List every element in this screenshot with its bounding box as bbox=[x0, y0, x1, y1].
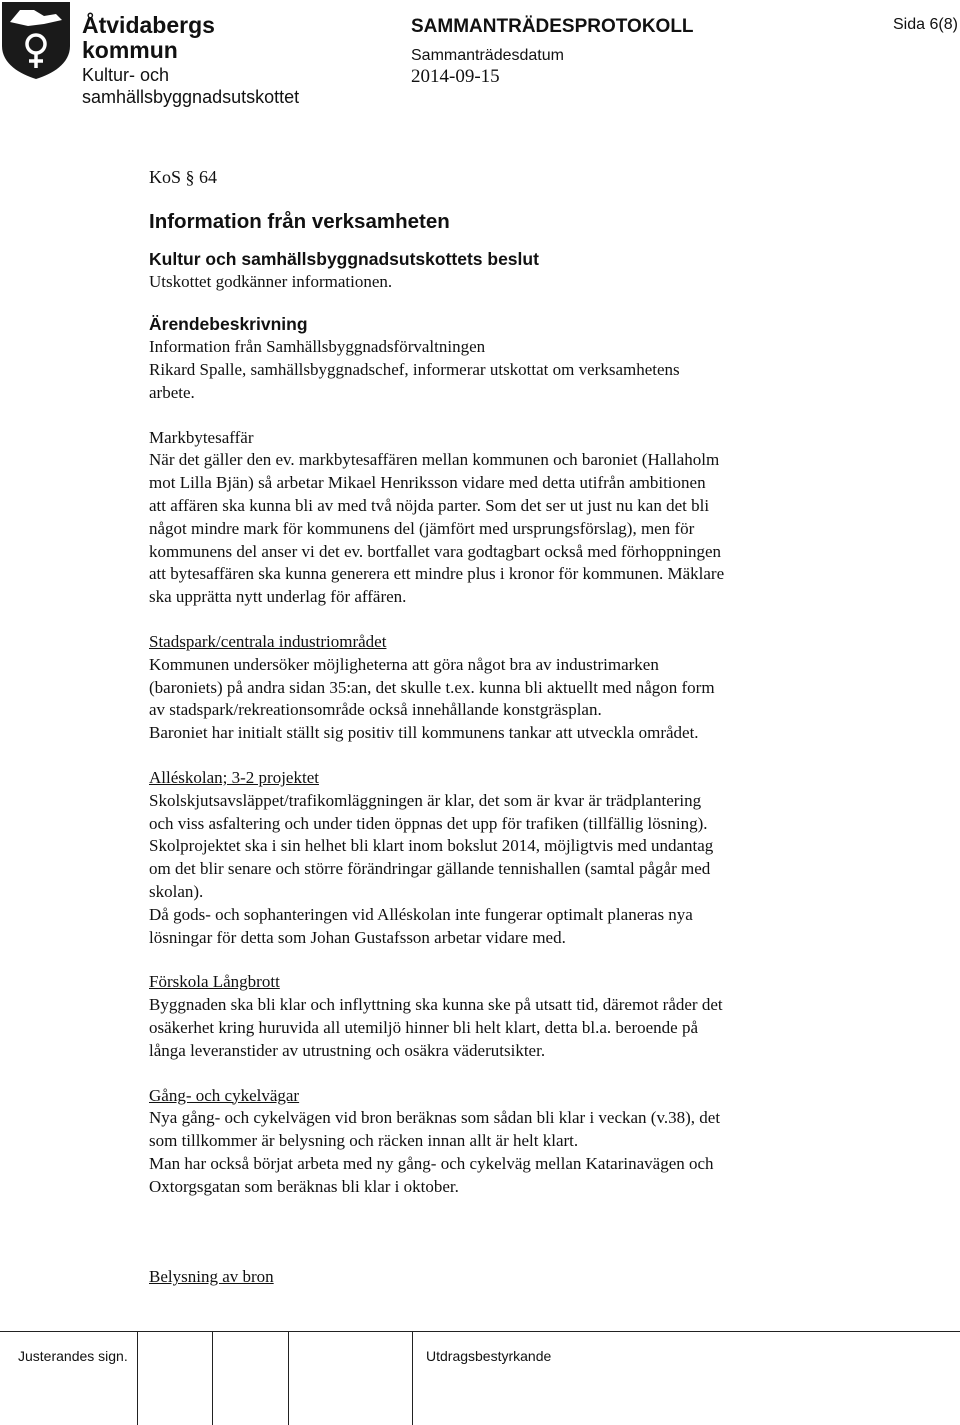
dept-line2: samhällsbyggnadsutskottet bbox=[82, 87, 300, 107]
section-title-gang-cykel: Gång- och cykelvägar bbox=[149, 1085, 300, 1105]
text-line: Baroniet har initialt ställt sig positiv till kommunens tankar att utveckla området. bbox=[149, 723, 699, 743]
municipal-logo-icon bbox=[0, 0, 72, 80]
text-line: mot Lilla Bjän) så arbetar Mikael Henriksson vidare med detta utifrån ambitionen bbox=[149, 473, 706, 493]
justerandes-sign-label: Justerandes sign. bbox=[18, 1348, 128, 1364]
section-body-stadspark bbox=[149, 654, 839, 745]
footer-cell-extract bbox=[412, 1332, 960, 1425]
description-line: Rikard Spalle, samhällsbyggnadschef, informerar utskottat om verksamhetens bbox=[149, 359, 680, 379]
section-title-forskola: Förskola Långbrott bbox=[149, 972, 280, 992]
section-body-gang-cykel bbox=[149, 1107, 839, 1198]
text-line: långa leveranstider av utrustning och osäkra väderutsikter. bbox=[149, 1040, 546, 1060]
text-line: något mindre mark för kommunens del (jämfört med ursprungsförslag), men för bbox=[149, 518, 695, 538]
org-name-line2: kommun bbox=[82, 37, 178, 63]
text-line: Byggnaden ska bli klar och inflyttning ska kunna ske på utsatt tid, däremot råder det bbox=[149, 995, 723, 1015]
text-line: att bytesaffären ska kunna generera ett mindre plus i kronor för kommunen. Mäklare bbox=[149, 564, 725, 584]
text-line: Skolprojektet ska i sin helhet bli klart inom bokslut 2014, möjligtvis med undantag bbox=[149, 836, 714, 856]
text-line: kommunens del anser vi det ev. bortfallet vara godtagbart också med förhoppningen bbox=[149, 541, 721, 561]
org-name bbox=[82, 13, 215, 63]
signature-footer bbox=[0, 1331, 960, 1425]
description-line: arbete. bbox=[149, 382, 195, 402]
meeting-date-label: Sammanträdesdatum bbox=[411, 47, 564, 64]
text-line: Då gods- och sophanteringen vid Alléskolan inte fungerar optimalt planeras nya bbox=[149, 904, 693, 924]
utdragsbestyrkande-label: Utdragsbestyrkande bbox=[426, 1348, 552, 1364]
org-department bbox=[82, 64, 299, 108]
section-title-stadspark: Stadspark/centrala industriområdet bbox=[149, 631, 387, 651]
text-line: När det gäller den ev. markbytesaffären mellan kommunen och baroniet (Hallaholm bbox=[149, 450, 720, 470]
footer-cell-sign-label bbox=[0, 1332, 138, 1425]
decision-heading: Kultur och samhällsbyggnadsutskottets beslut bbox=[149, 248, 539, 269]
dept-line1: Kultur- och bbox=[82, 65, 170, 85]
signature-box bbox=[137, 1332, 213, 1425]
signature-box bbox=[212, 1332, 289, 1425]
page-number: Sida 6(8) bbox=[893, 16, 958, 33]
description-line: Information från Samhällsbyggnadsförvaltningen bbox=[149, 337, 486, 357]
description-heading: Ärendebeskrivning bbox=[149, 314, 308, 335]
section-body-markbyte bbox=[149, 449, 839, 609]
text-line: skolan). bbox=[149, 881, 204, 901]
signature-box bbox=[288, 1332, 413, 1425]
text-line: Nya gång- och cykelvägen vid bron beräknas som sådan bli klar i veckan (v.38), det bbox=[149, 1108, 721, 1128]
text-line: osäkerhet kring huruvida all utemiljö hinner bli helt klart, detta bl.a. beroende på bbox=[149, 1017, 699, 1037]
text-line: Kommunen undersöker möjligheterna att göra något bra av industrimarken bbox=[149, 654, 659, 674]
text-line: lösningar för detta som Johan Gustafsson arbetar vidare med. bbox=[149, 927, 566, 947]
text-line: och viss asfaltering och under tiden öppnas det upp för trafiken (tillfällig lösning). bbox=[149, 813, 708, 833]
section-title-belysning: Belysning av bron bbox=[149, 1267, 274, 1287]
text-line: om det blir senare och större förändringar gällande tennishallen (samtal pågår med bbox=[149, 859, 711, 879]
text-line: (baroniets) på andra sidan 35:an, det skulle t.ex. kunna bli aktuellt med någon form bbox=[149, 677, 715, 697]
meeting-date-value: 2014-09-15 bbox=[411, 66, 500, 87]
text-line: ska upprätta nytt underlag för affären. bbox=[149, 587, 407, 607]
document-body bbox=[149, 166, 839, 1289]
section-title-markbyte: Markbytesaffär bbox=[149, 427, 254, 447]
text-line: Man har också börjat arbeta med ny gång- och cykelväg mellan Katarinavägen och bbox=[149, 1153, 714, 1173]
org-name-line1: Åtvidabergs bbox=[82, 12, 215, 38]
section-body-forskola bbox=[149, 994, 839, 1062]
page-title: Information från verksamheten bbox=[149, 209, 450, 233]
text-line: som tillkommer är belysning och räcken innan allt är helt klart. bbox=[149, 1131, 579, 1151]
decision-text: Utskottet godkänner informationen. bbox=[149, 271, 393, 291]
text-line: av stadspark/rekreationsområde också innehållande konstgräsplan. bbox=[149, 700, 602, 720]
section-body-alleskolan bbox=[149, 790, 839, 950]
text-line: Oxtorgsgatan som beräknas bli klar i oktober. bbox=[149, 1176, 459, 1196]
text-line: Skolskjutsavsläppet/trafikomläggningen är klar, det som är kvar är trädplantering bbox=[149, 790, 702, 810]
section-title-alleskolan: Alléskolan; 3-2 projektet bbox=[149, 767, 319, 787]
text-line: att affären ska kunna bli av med två nöjda parter. Som det ser ut just nu kan det bli bbox=[149, 495, 710, 515]
section-reference: KoS § 64 bbox=[149, 167, 218, 187]
document-title: SAMMANTRÄDESPROTOKOLL bbox=[411, 16, 694, 37]
